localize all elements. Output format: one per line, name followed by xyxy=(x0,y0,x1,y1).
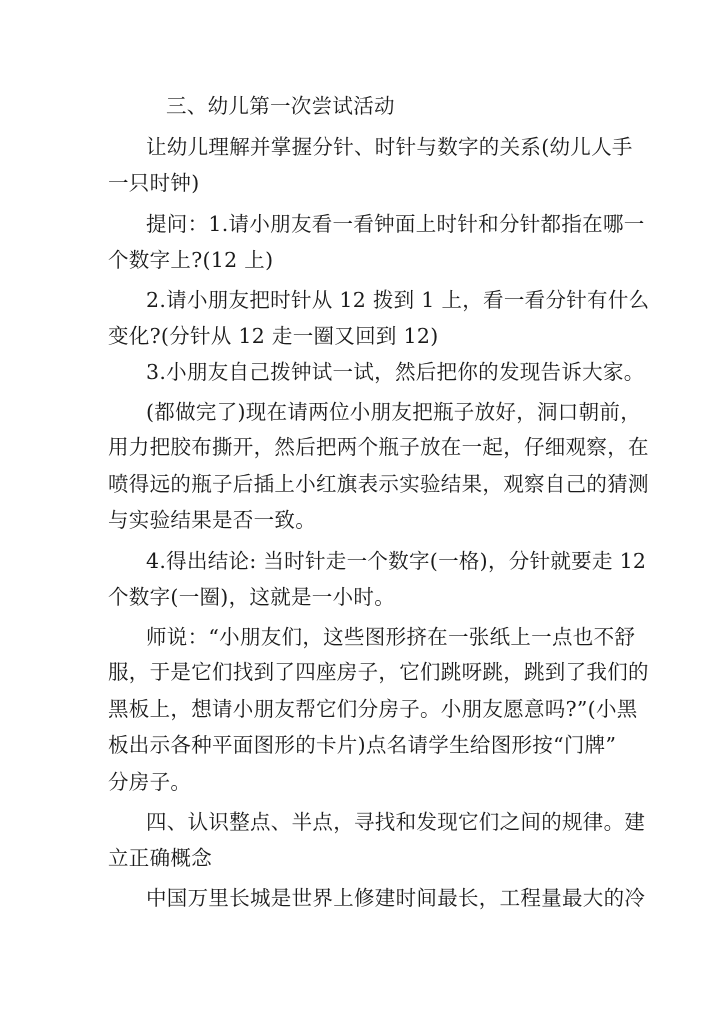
text-line: 2.请小朋友把时针从 12 拨到 1 上，看一看分针有什么 xyxy=(146,288,650,312)
text-line: 变化?(分针从 12 走一圈又回到 12) xyxy=(108,324,439,348)
text-line: 个数字上?(12 上) xyxy=(108,248,274,272)
text-line: (都做完了)现在请两位小朋友把瓶子放好，洞口朝前， xyxy=(146,400,641,424)
text-line: 黑板上，想请小朋友帮它们分房子。小朋友愿意吗?”(小黑 xyxy=(108,697,638,721)
text-line: 中国万里长城是世界上修建时间最长，工程量最大的冷 xyxy=(146,886,646,910)
text-line: 个数字(一圈)，这就是一小时。 xyxy=(108,585,395,609)
text-line: 分房子。 xyxy=(108,770,192,794)
text-line: 4.得出结论: 当时针走一个数字(一格)，分针就要走 12 xyxy=(146,549,647,573)
text-line: 3.小朋友自己拨钟试一试，然后把你的发现告诉大家。 xyxy=(146,360,645,384)
text-line: 服，于是它们找到了四座房子，它们跳呀跳，跳到了我们的 xyxy=(108,660,649,684)
text-line: 让幼儿理解并掌握分针、时针与数字的关系(幼儿人手 xyxy=(146,135,633,159)
text-line: 板出示各种平面图形的卡片)点名请学生给图形按“门牌” xyxy=(108,733,617,757)
section-heading-4-continued: 立正确概念 xyxy=(108,846,212,870)
text-line: 一只时钟) xyxy=(108,171,200,195)
text-line: 师说：“小朋友们，这些图形挤在一张纸上一点也不舒 xyxy=(146,625,636,649)
text-line: 提问：1.请小朋友看一看钟面上时针和分针都指在哪一 xyxy=(146,212,645,236)
section-heading-4: 四、认识整点、半点，寻找和发现它们之间的规律。建 xyxy=(146,810,646,834)
section-heading-3: 三、幼儿第一次尝试活动 xyxy=(166,94,395,118)
text-line: 用力把胶布撕开，然后把两个瓶子放在一起，仔细观察，在 xyxy=(108,435,649,459)
text-line: 与实验结果是否一致。 xyxy=(108,508,316,532)
text-line: 喷得远的瓶子后插上小红旗表示实验结果，观察自己的猜测 xyxy=(108,472,649,496)
